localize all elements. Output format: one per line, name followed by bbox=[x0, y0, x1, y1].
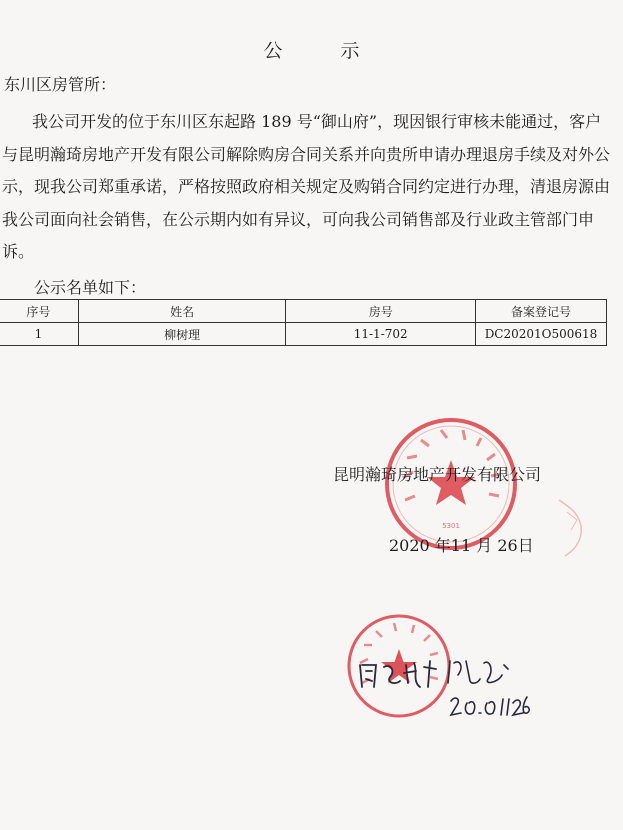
header-room: 房号 bbox=[286, 300, 476, 323]
notice-date: 2020 年11 月 26日 bbox=[389, 536, 534, 555]
notice-list-table bbox=[0, 299, 607, 346]
header-index: 序号 bbox=[0, 300, 78, 323]
margin-mark bbox=[553, 490, 593, 560]
svg-text:5301: 5301 bbox=[442, 522, 460, 530]
cell-name: 柳树理 bbox=[78, 323, 286, 346]
document-title: 公 示 bbox=[263, 40, 386, 62]
cell-room: 11-1-702 bbox=[286, 323, 476, 346]
handwritten-signature-1 bbox=[356, 657, 440, 693]
table-row bbox=[0, 323, 607, 346]
header-registration: 备案登记号 bbox=[476, 300, 607, 323]
body-paragraph: 我公司开发的位于东川区东起路 189 号“御山府”，现因银行审核未能通过，客户与昆明瀚琦房地产开发有限公司解除购房合同关系并向贵所申请办理退房手续及对外公示，现我公司郑重承诺，严格按照政府相关规定及购销合同约定进行办理，清退房源由我公司面向社会销售，在公示期内如有异议，可向我公司销售部及行业政主管部门申诉。 bbox=[2, 112, 611, 261]
header-name: 姓名 bbox=[78, 300, 286, 323]
handwritten-date bbox=[447, 693, 533, 719]
list-intro: 公示名单如下： bbox=[34, 278, 147, 297]
cell-index: 1 bbox=[0, 323, 78, 346]
handwritten-signature-2 bbox=[444, 657, 510, 687]
cell-registration: DC20201O500618 bbox=[476, 323, 607, 346]
company-name: 昆明瀚琦房地产开发有限公司 bbox=[333, 465, 542, 484]
addressee: 东川区房管所： bbox=[4, 75, 117, 94]
table-header-row bbox=[0, 300, 607, 323]
